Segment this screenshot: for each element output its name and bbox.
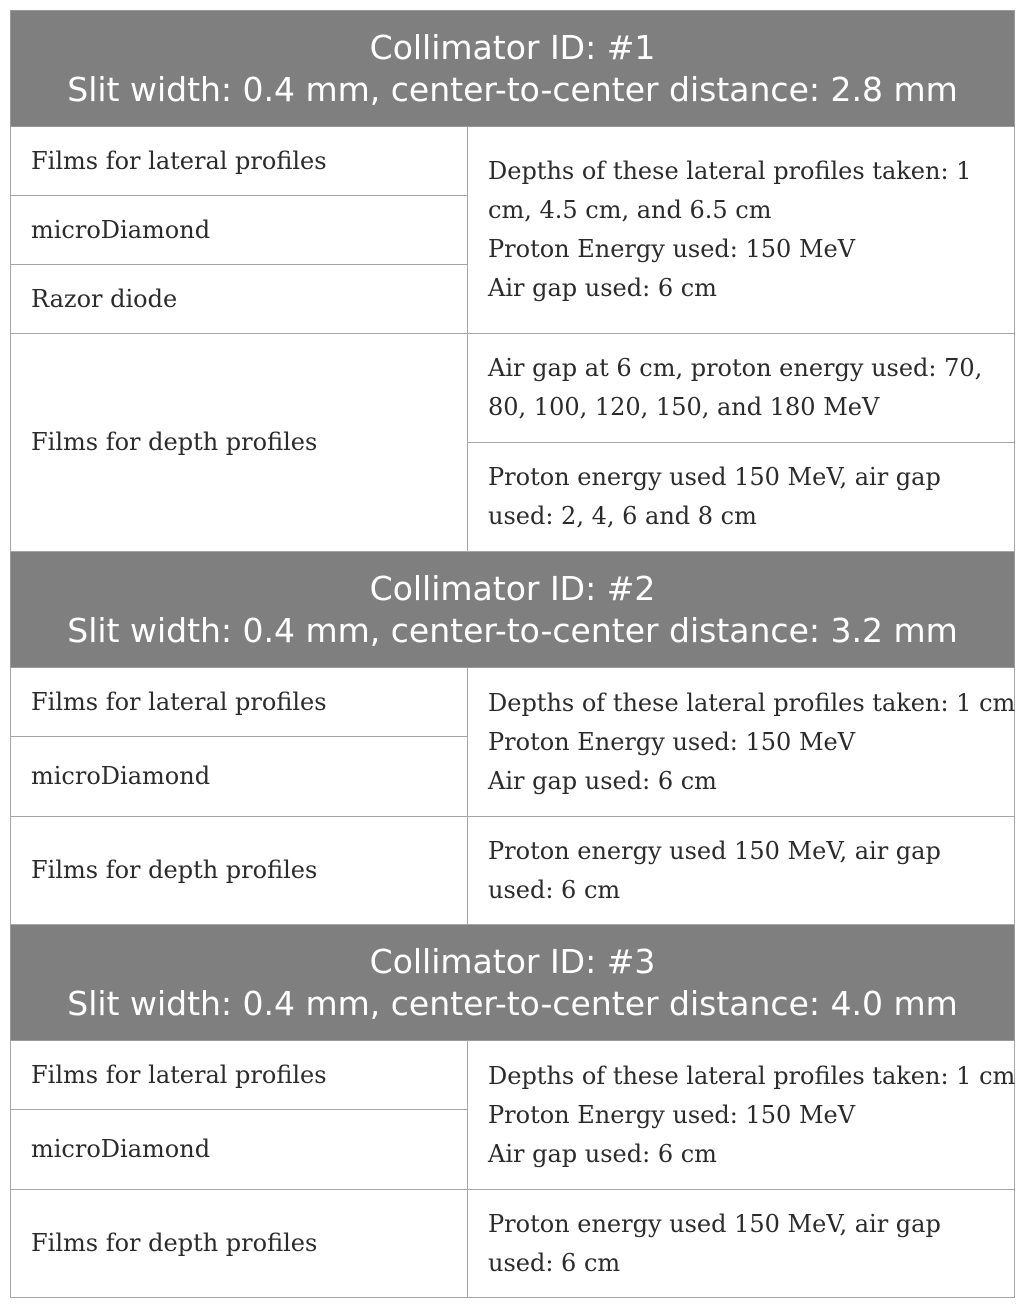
method-label: Films for lateral profiles: [11, 127, 468, 196]
lateral-info-cell: [468, 668, 1015, 817]
method-label: Razor diode: [11, 265, 468, 334]
info-line: Proton Energy used: 150 MeV: [488, 235, 856, 263]
section-header: [11, 925, 1015, 1041]
method-label: microDiamond: [11, 196, 468, 265]
section-subtitle: Slit width: 0.4 mm, center-to-center distance: 2.8 mm: [67, 69, 958, 109]
info-line: used: 6 cm: [488, 875, 621, 904]
method-label: Films for depth profiles: [11, 817, 468, 925]
info-line: Proton Energy used: 150 MeV: [488, 1100, 856, 1129]
depth-info-cell: [468, 817, 1015, 925]
table-row: [11, 1190, 1015, 1298]
info-line: used: 6 cm: [488, 1248, 621, 1277]
table-row: [11, 334, 1015, 443]
collimator-table: [10, 10, 1015, 1298]
section-header-row: [11, 925, 1015, 1041]
info-line: Air gap used: 6 cm: [488, 274, 717, 302]
info-line: Proton energy used 150 MeV, air gap: [488, 463, 941, 491]
table-row: [11, 127, 1015, 196]
section-header: [11, 552, 1015, 668]
info-line: Air gap used: 6 cm: [488, 766, 717, 795]
depth-info-cell: [468, 443, 1015, 552]
lateral-info-cell: [468, 127, 1015, 334]
section-header-row: [11, 552, 1015, 668]
info-line: Air gap at 6 cm, proton energy used: 70,: [488, 354, 983, 382]
info-line: used: 2, 4, 6 and 8 cm: [488, 502, 757, 530]
info-line: 80, 100, 120, 150, and 180 MeV: [488, 393, 880, 421]
section-title: Collimator ID: #2: [369, 568, 656, 608]
method-label: microDiamond: [11, 1110, 468, 1190]
info-line: Depths of these lateral profiles taken: 1: [488, 157, 972, 185]
method-label: microDiamond: [11, 737, 468, 817]
method-label: Films for depth profiles: [11, 1190, 468, 1298]
method-label: Films for depth profiles: [11, 334, 468, 552]
info-line: Air gap used: 6 cm: [488, 1139, 717, 1168]
section-header-row: [11, 11, 1015, 127]
section-subtitle: Slit width: 0.4 mm, center-to-center distance: 4.0 mm: [67, 983, 958, 1023]
section-subtitle: Slit width: 0.4 mm, center-to-center distance: 3.2 mm: [67, 610, 958, 650]
table-row: [11, 817, 1015, 925]
table-row: [11, 1041, 1015, 1110]
info-line: Proton energy used 150 MeV, air gap: [488, 836, 941, 865]
depth-info-cell: [468, 1190, 1015, 1298]
method-label: Films for lateral profiles: [11, 1041, 468, 1110]
section-header: [11, 11, 1015, 127]
info-line: cm, 4.5 cm, and 6.5 cm: [488, 196, 772, 224]
depth-info-cell: [468, 334, 1015, 443]
info-line: Depths of these lateral profiles taken: 1 cm: [488, 1061, 1016, 1090]
info-line: Proton energy used 150 MeV, air gap: [488, 1209, 941, 1238]
table-row: [11, 668, 1015, 737]
section-title: Collimator ID: #1: [369, 27, 656, 67]
section-title: Collimator ID: #3: [369, 941, 656, 981]
collimator-table-container: [10, 10, 1014, 1298]
info-line: Depths of these lateral profiles taken: 1 cm: [488, 688, 1016, 717]
info-line: Proton Energy used: 150 MeV: [488, 727, 856, 756]
lateral-info-cell: [468, 1041, 1015, 1190]
method-label: Films for lateral profiles: [11, 668, 468, 737]
